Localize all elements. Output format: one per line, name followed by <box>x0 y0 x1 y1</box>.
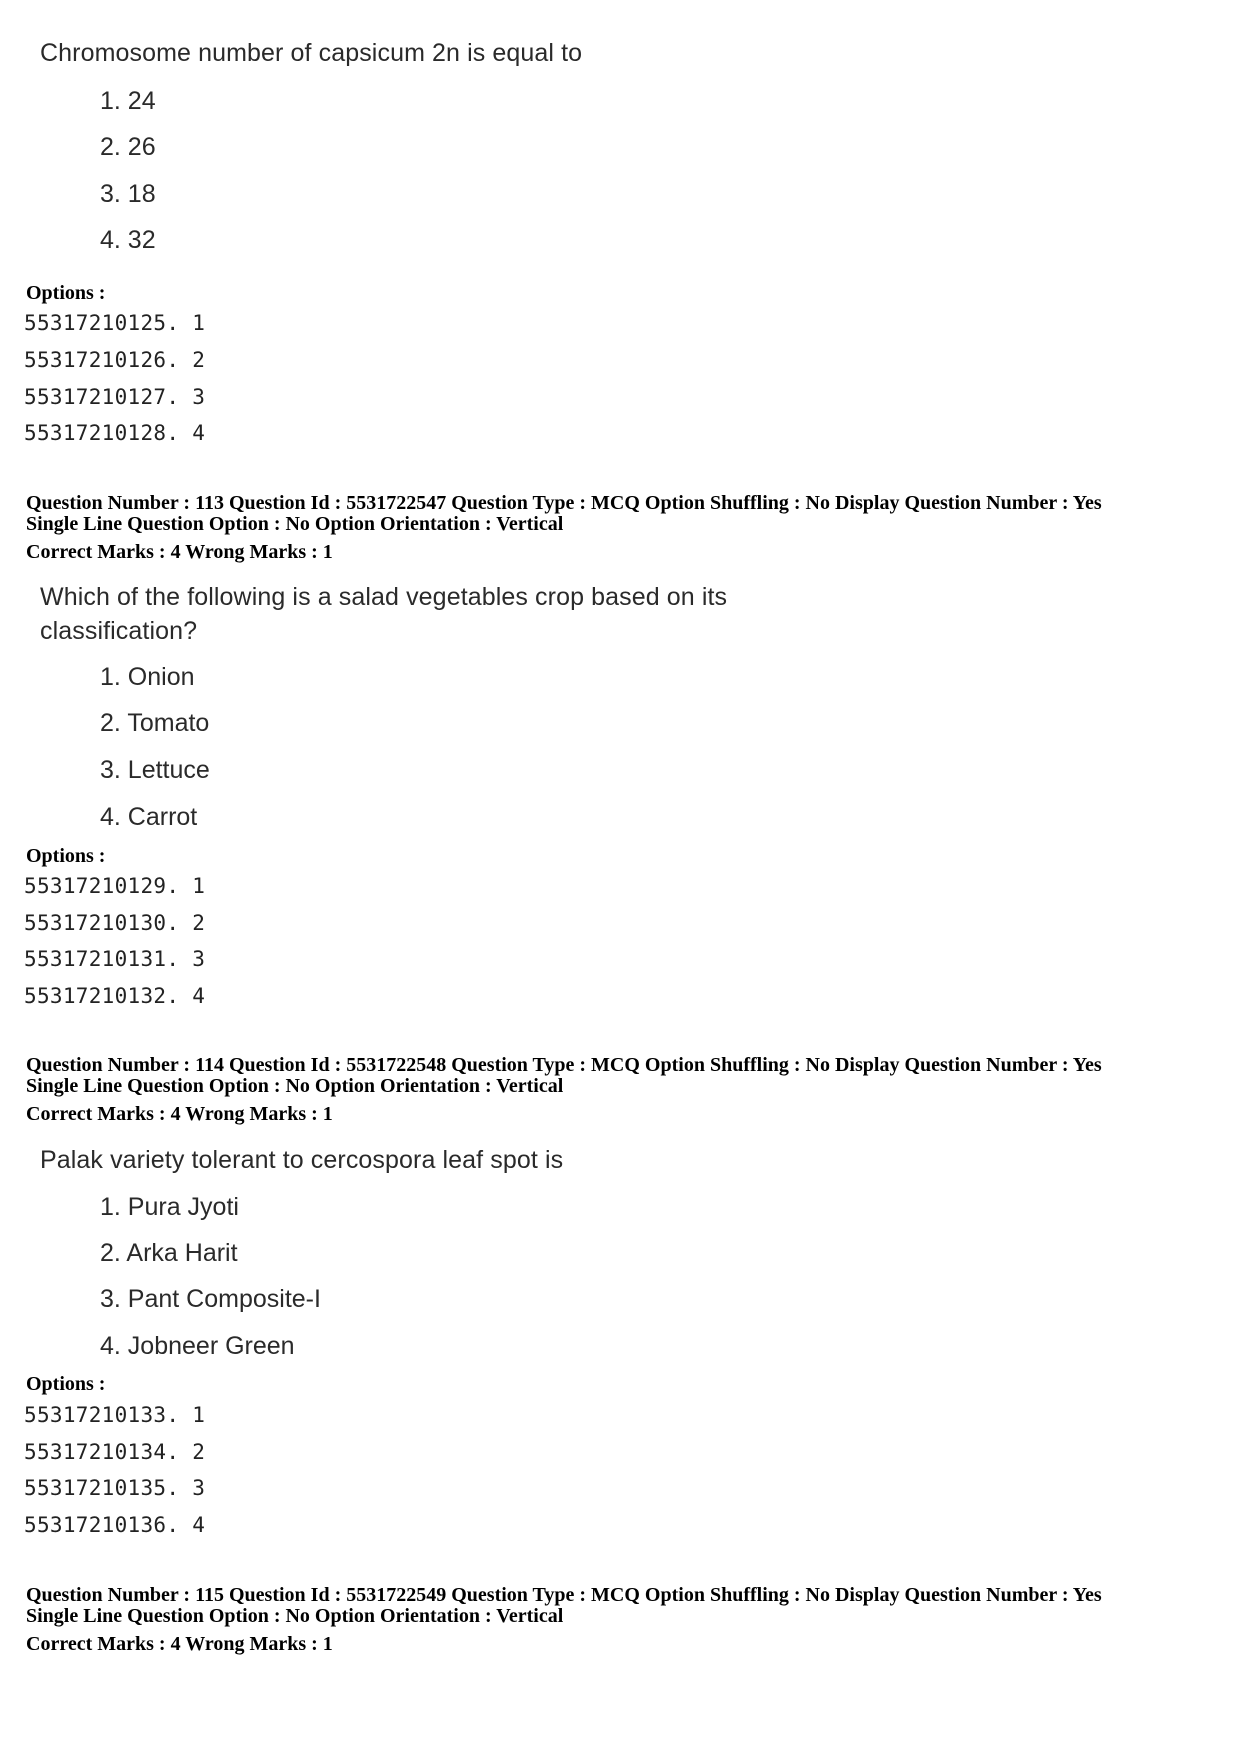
question-meta-line1: Question Number : 113 Question Id : 5531722547 Question Type : MCQ Option Shuffling : No Display Question Number : Yes <box>26 492 1102 514</box>
option-code-1: 55317210133. 1 <box>24 1403 206 1427</box>
choice-3: 3. Pant Composite-I <box>100 1285 321 1313</box>
options-label: Options : <box>26 1373 106 1395</box>
question-meta-line2: Single Line Question Option : No Option Orientation : Vertical <box>26 1075 564 1097</box>
choice-1: 1. Onion <box>100 663 195 691</box>
option-code-2: 55317210130. 2 <box>24 911 206 935</box>
choice-4: 4. 32 <box>100 226 156 254</box>
question-text: Chromosome number of capsicum 2n is equal to <box>40 39 583 67</box>
option-code-3: 55317210131. 3 <box>24 947 206 971</box>
question-meta-line1: Question Number : 114 Question Id : 5531722548 Question Type : MCQ Option Shuffling : No Display Question Number : Yes <box>26 1054 1102 1076</box>
option-code-1: 55317210125. 1 <box>24 311 206 335</box>
question-text: Palak variety tolerant to cercospora leaf spot is <box>40 1146 564 1174</box>
question-text-line1: Which of the following is a salad vegetables crop based on its <box>40 583 728 611</box>
choice-1: 1. 24 <box>100 87 156 115</box>
choice-3: 3. 18 <box>100 180 156 208</box>
option-code-3: 55317210127. 3 <box>24 385 206 409</box>
option-code-4: 55317210132. 4 <box>24 984 206 1008</box>
option-code-3: 55317210135. 3 <box>24 1476 206 1500</box>
option-code-4: 55317210136. 4 <box>24 1513 206 1537</box>
option-code-4: 55317210128. 4 <box>24 421 206 445</box>
question-text-line2: classification? <box>40 617 198 645</box>
question-meta-line1: Question Number : 115 Question Id : 5531722549 Question Type : MCQ Option Shuffling : No Display Question Number : Yes <box>26 1584 1102 1606</box>
option-code-2: 55317210126. 2 <box>24 348 206 372</box>
choice-3: 3. Lettuce <box>100 756 210 784</box>
question-marks: Correct Marks : 4 Wrong Marks : 1 <box>26 1103 333 1125</box>
question-marks: Correct Marks : 4 Wrong Marks : 1 <box>26 1633 333 1655</box>
options-label: Options : <box>26 845 106 867</box>
question-meta-line2: Single Line Question Option : No Option Orientation : Vertical <box>26 1605 564 1627</box>
choice-2: 2. 26 <box>100 133 156 161</box>
choice-4: 4. Jobneer Green <box>100 1332 295 1360</box>
choice-2: 2. Arka Harit <box>100 1239 238 1267</box>
question-marks: Correct Marks : 4 Wrong Marks : 1 <box>26 541 333 563</box>
choice-4: 4. Carrot <box>100 803 198 831</box>
choice-2: 2. Tomato <box>100 709 210 737</box>
option-code-2: 55317210134. 2 <box>24 1440 206 1464</box>
choice-1: 1. Pura Jyoti <box>100 1193 239 1221</box>
option-code-1: 55317210129. 1 <box>24 874 206 898</box>
options-label: Options : <box>26 282 106 304</box>
question-meta-line2: Single Line Question Option : No Option Orientation : Vertical <box>26 513 564 535</box>
